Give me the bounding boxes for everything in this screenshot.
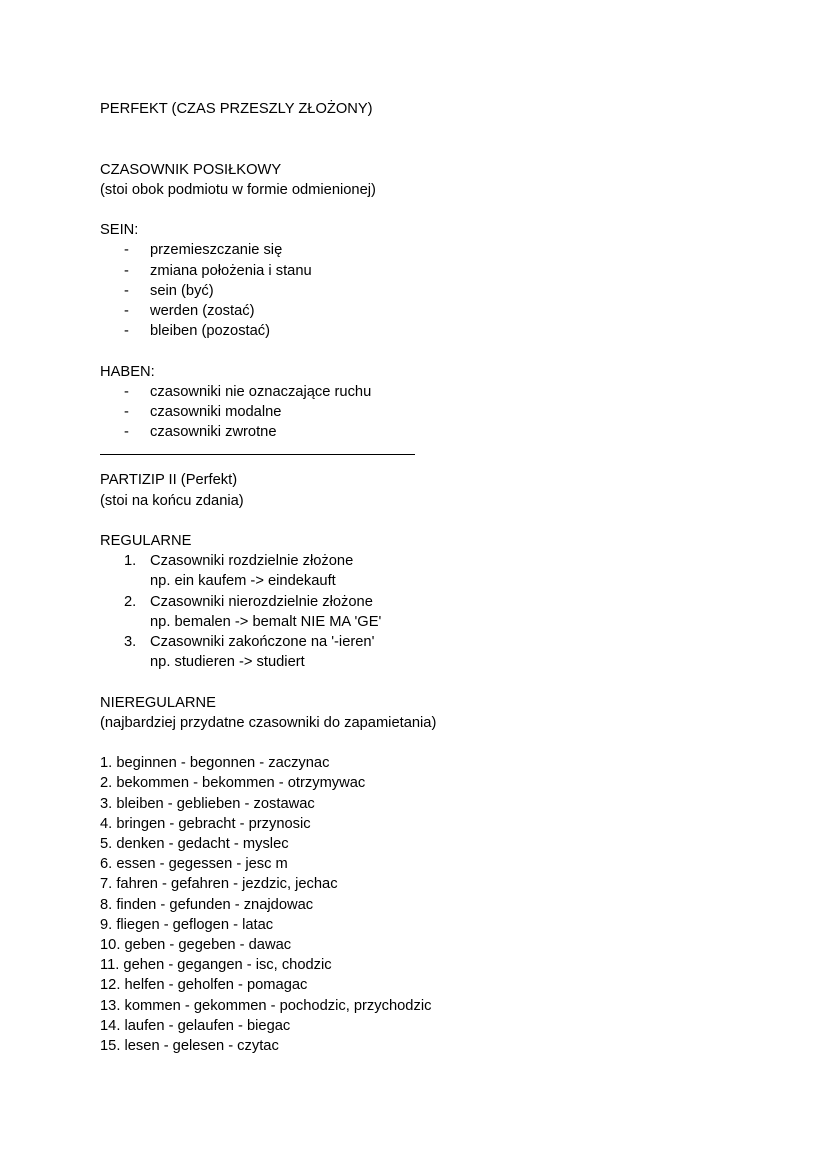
dash-marker: -	[124, 424, 129, 441]
list-item-text: Czasowniki zakończone na '-ieren'	[150, 634, 375, 651]
list-item	[100, 592, 740, 632]
list-item-example: np. ein kaufem -> eindekauft	[150, 573, 336, 590]
list-item-text: czasowniki zwrotne	[150, 424, 277, 441]
spacer	[100, 511, 740, 531]
list-item: 10. geben - gegeben - dawac	[100, 937, 292, 954]
list-item	[100, 382, 740, 402]
dash-marker: -	[124, 323, 129, 340]
list-item: 1. beginnen - begonnen - zaczynac	[100, 755, 330, 772]
list-item: 7. fahren - gefahren - jezdzic, jechac	[100, 876, 338, 893]
document-page	[100, 99, 740, 1056]
list-item-example: np. studieren -> studiert	[150, 654, 305, 671]
list-item	[100, 261, 740, 281]
list-number: 2.	[124, 593, 137, 610]
irregular-note: (najbardziej przydatne czasowniki do zapamietania)	[100, 714, 437, 731]
spacer	[100, 119, 740, 159]
list-item-text: bleiben (pozostać)	[150, 323, 271, 340]
list-item: 14. laufen - gelaufen - biegac	[100, 1017, 291, 1034]
auxiliary-heading: CZASOWNIK POSIŁKOWY	[100, 161, 282, 178]
document-title: PERFEKT (CZAS PRZESZLY ZŁOŻONY)	[100, 101, 373, 117]
list-item: 15. lesen - gelesen - czytac	[100, 1038, 279, 1055]
list-item	[100, 281, 740, 301]
list-item	[100, 402, 740, 422]
auxiliary-note: (stoi obok podmiotu w formie odmienionej)	[100, 181, 376, 198]
list-item: 11. gehen - gegangen - isc, chodzic	[100, 957, 332, 974]
list-item: 4. bringen - gebracht - przynosic	[100, 815, 311, 832]
dash-marker: -	[124, 242, 129, 259]
spacer	[100, 341, 740, 361]
spacer	[100, 733, 740, 753]
haben-label: HABEN:	[100, 363, 155, 380]
spacer	[100, 672, 740, 692]
spacer	[100, 200, 740, 220]
list-item-text: czasowniki modalne	[150, 404, 282, 420]
list-item: 6. essen - gegessen - jesc m	[100, 856, 288, 873]
dash-marker: -	[124, 262, 129, 279]
irregular-heading: NIEREGULARNE	[100, 694, 216, 711]
sein-label: SEIN:	[100, 222, 139, 239]
list-item-text: werden (zostać)	[150, 303, 255, 319]
list-item-text: Czasowniki rozdzielnie złożone	[150, 553, 354, 570]
list-item	[100, 301, 740, 321]
list-item	[100, 240, 740, 260]
list-item	[100, 551, 740, 591]
list-item-text: zmiana położenia i stanu	[150, 262, 312, 279]
irregular-list	[100, 753, 740, 1056]
list-item: 8. finden - gefunden - znajdowac	[100, 896, 314, 913]
dash-marker: -	[124, 303, 129, 319]
list-item-text: sein (być)	[150, 282, 214, 299]
list-item	[100, 422, 740, 442]
list-number: 1.	[124, 553, 137, 570]
list-item-example: np. bemalen -> bemalt NIE MA 'GE'	[150, 613, 382, 630]
partizip-note: (stoi na końcu zdania)	[100, 492, 244, 509]
sein-list	[100, 240, 740, 341]
list-item	[100, 632, 740, 672]
haben-list	[100, 382, 740, 443]
list-number: 3.	[124, 634, 137, 651]
list-item-text: przemieszczanie się	[150, 242, 283, 259]
list-item: 12. helfen - geholfen - pomagac	[100, 977, 308, 994]
dash-marker: -	[124, 383, 129, 400]
list-item: 2. bekommen - bekommen - otrzymywac	[100, 775, 366, 792]
list-item	[100, 321, 740, 341]
regular-heading: REGULARNE	[100, 533, 192, 549]
list-item-text: czasowniki nie oznaczające ruchu	[150, 383, 372, 400]
list-item: 5. denken - gedacht - myslec	[100, 836, 289, 853]
list-item-text: Czasowniki nierozdzielnie złożone	[150, 593, 373, 610]
list-item: 9. fliegen - geflogen - latac	[100, 916, 274, 933]
regular-list	[100, 551, 740, 672]
partizip-heading: PARTIZIP II (Perfekt)	[100, 472, 238, 489]
list-item: 3. bleiben - geblieben - zostawac	[100, 795, 315, 812]
list-item: 13. kommen - gekommen - pochodzic, przychodzic	[100, 997, 432, 1014]
horizontal-rule	[100, 454, 415, 455]
dash-marker: -	[124, 404, 129, 420]
dash-marker: -	[124, 282, 129, 299]
